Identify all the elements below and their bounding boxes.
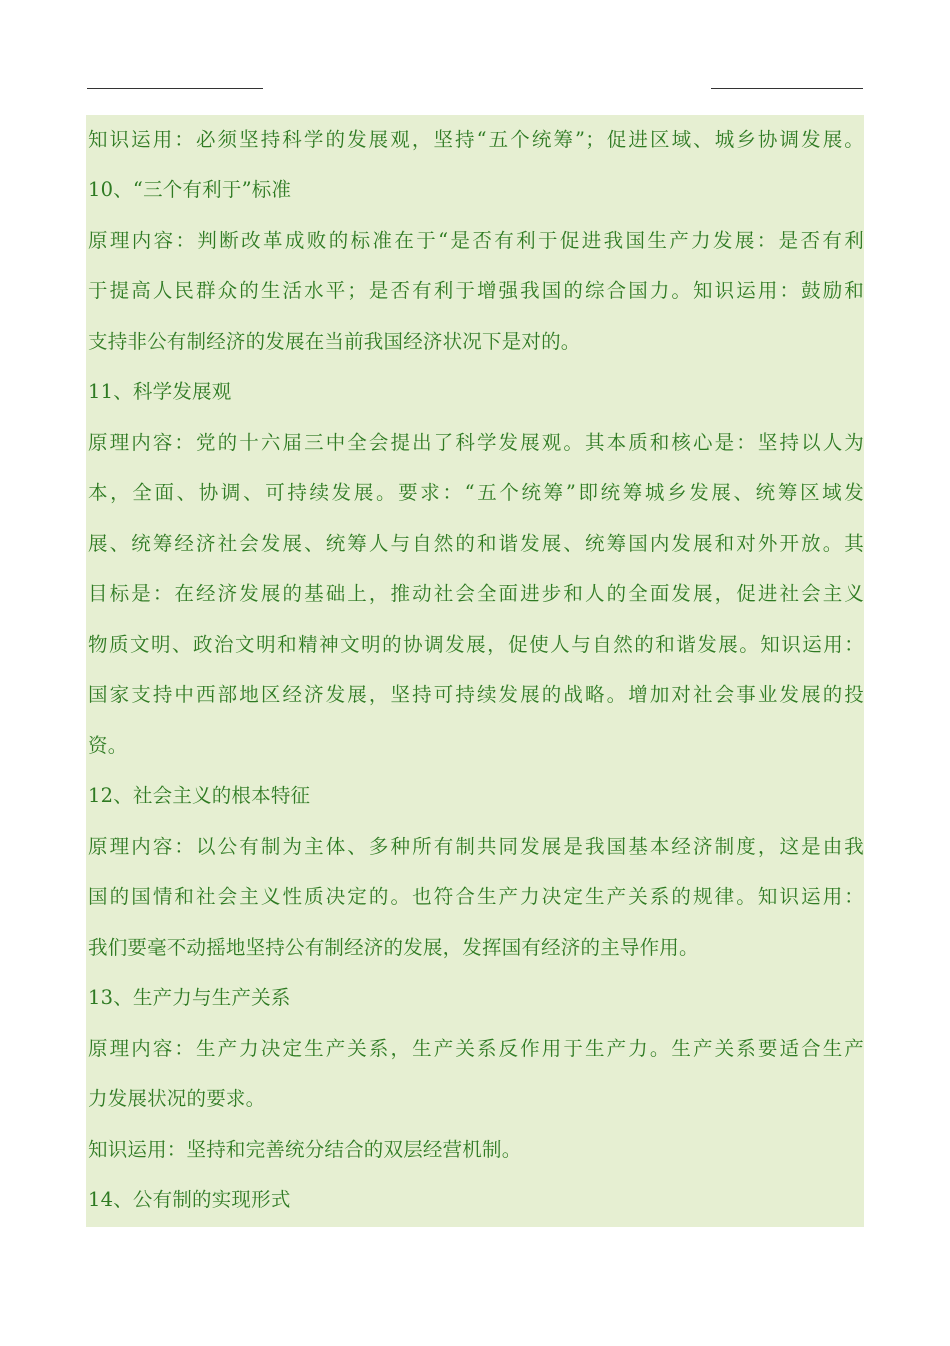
text-line: 我们要毫不动摇地坚持公有制经济的发展，发挥国有经济的主导作用。	[88, 936, 699, 959]
header-rule-right	[711, 88, 863, 89]
section-heading: 14、公有制的实现形式	[88, 1188, 291, 1211]
text-line: 国家支持中西部地区经济发展，坚持可持续发展的战略。增加对社会事业发展的投	[88, 683, 864, 706]
text-line: 目标是：在经济发展的基础上，推动社会全面进步和人的全面发展，促进社会主义	[88, 582, 864, 605]
text-line: 本，全面、协调、可持续发展。要求：“五个统筹”即统筹城乡发展、统筹区域发	[88, 481, 864, 504]
document-body	[86, 115, 864, 1227]
text-line: 支持非公有制经济的发展在当前我国经济状况下是对的。	[88, 330, 581, 353]
text-line: 国的国情和社会主义性质决定的。也符合生产力决定生产关系的规律。知识运用：	[88, 885, 864, 908]
text-line: 展、统筹经济社会发展、统筹人与自然的和谐发展、统筹国内发展和对外开放。其	[88, 532, 864, 555]
text-line: 知识运用：坚持和完善统分结合的双层经营机制。	[88, 1138, 522, 1161]
text-line: 原理内容：判断改革成败的标准在于“是否有利于促进我国生产力发展：是否有利	[88, 229, 864, 252]
text-line: 原理内容：以公有制为主体、多种所有制共同发展是我国基本经济制度，这是由我	[88, 835, 864, 858]
section-heading: 12、社会主义的根本特征	[88, 784, 311, 807]
text-line: 力发展状况的要求。	[88, 1087, 266, 1110]
text-line: 原理内容：党的十六届三中全会提出了科学发展观。其本质和核心是：坚持以人为	[88, 431, 864, 454]
text-line: 物质文明、政治文明和精神文明的协调发展，促使人与自然的和谐发展。知识运用：	[88, 633, 864, 656]
text-line: 于提高人民群众的生活水平；是否有利于增强我国的综合国力。知识运用：鼓励和	[88, 279, 864, 302]
section-heading: 13、生产力与生产关系	[88, 986, 291, 1009]
header-rule-left	[87, 88, 263, 89]
section-heading: 11、科学发展观	[88, 380, 232, 403]
text-line: 原理内容：生产力决定生产关系，生产关系反作用于生产力。生产关系要适合生产	[88, 1037, 864, 1060]
section-heading: 10、“三个有利于”标准	[88, 178, 292, 201]
text-line: 资。	[88, 734, 128, 757]
text-line: 知识运用：必须坚持科学的发展观，坚持“五个统筹”；促进区域、城乡协调发展。	[88, 128, 864, 151]
